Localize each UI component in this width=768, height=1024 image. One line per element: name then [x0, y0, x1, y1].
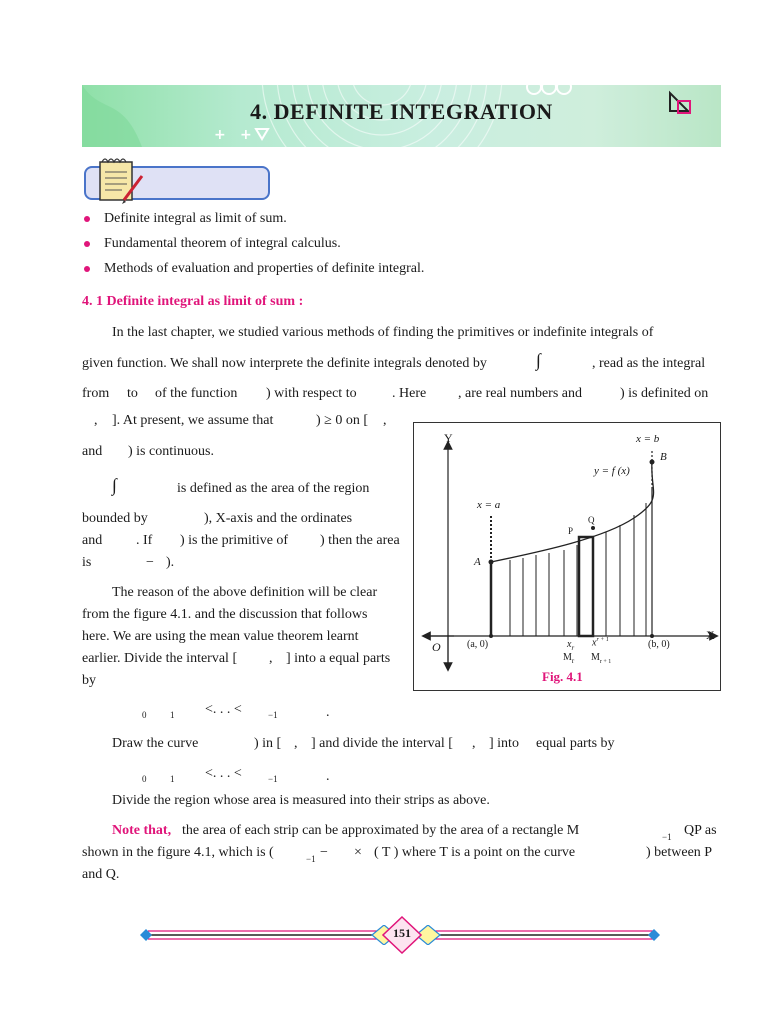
- body-text: −: [146, 555, 154, 570]
- body-text: In the last chapter, we studied various methods of finding the primitives or indefinite integrals of: [112, 325, 654, 340]
- objective-item: Definite integral as limit of sum.: [104, 211, 287, 226]
- body-text: QP as: [684, 823, 717, 838]
- note-label: Note that,: [112, 823, 172, 838]
- label-p: P: [568, 526, 574, 536]
- subscript: 0: [142, 710, 147, 720]
- body-text: earlier. Divide the interval [: [82, 651, 238, 666]
- chapter-banner: [82, 85, 721, 147]
- body-text: equal parts by: [536, 736, 615, 751]
- body-text: ) with respect to: [266, 386, 357, 401]
- body-text: Draw the curve: [112, 736, 199, 751]
- body-text: ) between P: [646, 845, 713, 860]
- body-text: ) in [: [254, 736, 282, 751]
- body-text: is defined as the area of the region: [177, 481, 370, 496]
- body-text: ,: [472, 736, 476, 751]
- page-number: 151: [393, 926, 411, 940]
- geometry-logo-icon: [666, 89, 694, 117]
- chapter-title: 4. DEFINITE INTEGRATION: [250, 99, 553, 124]
- subscript: 1: [170, 710, 175, 720]
- body-text: , are real numbers and: [458, 386, 582, 401]
- subscript: −1: [268, 710, 278, 720]
- body-text: given function. We shall now interprete the definite integrals denoted by: [82, 356, 487, 371]
- notepad-icon: [96, 154, 148, 206]
- body-text: ] into a equal parts: [286, 651, 391, 666]
- body-text: shown in the figure 4.1, which is (: [82, 845, 274, 860]
- objective-item: Fundamental theorem of integral calculus.: [104, 236, 341, 251]
- body-text: .: [326, 705, 330, 720]
- integral-symbol: ∫: [536, 350, 541, 370]
- label-x: X: [706, 628, 715, 642]
- bullet-icon: [84, 216, 90, 222]
- body-text: and Q.: [82, 867, 120, 882]
- label-b: B: [660, 451, 667, 463]
- body-text: ,: [294, 736, 298, 751]
- body-text: ) is the primitive of: [180, 533, 289, 548]
- body-text: . Here: [392, 386, 427, 401]
- body-text: ) is continuous.: [128, 444, 214, 459]
- plus-icon: +: [240, 127, 252, 143]
- body-text: ,: [94, 413, 98, 428]
- subscript: −1: [306, 854, 316, 864]
- subscript: 1: [170, 774, 175, 784]
- label-xr: $x_r$: [567, 639, 575, 652]
- section-heading: 4. 1 Definite integral as limit of sum :: [82, 294, 304, 309]
- body-text: is: [82, 555, 92, 570]
- body-text: from the figure 4.1. and the discussion that follows: [82, 607, 368, 622]
- body-text: <. . . <: [205, 766, 242, 781]
- body-text: <. . . <: [205, 702, 242, 717]
- label-b0: (b, 0): [648, 639, 670, 650]
- label-curve: y = f (x): [594, 465, 630, 477]
- body-text: ,: [383, 413, 387, 428]
- body-text: ] and divide the interval [: [311, 736, 453, 751]
- body-text: ) ≥ 0 on [: [316, 413, 369, 428]
- label-xr1: $x^{r + 1}$: [592, 637, 609, 649]
- body-text: . If: [136, 533, 153, 548]
- label-q: Q: [588, 515, 595, 525]
- body-text: and: [82, 444, 103, 459]
- label-x-eq-a: x = a: [477, 499, 501, 511]
- body-text: Divide the region whose area is measured into their strips as above.: [112, 793, 490, 808]
- body-text: by: [82, 673, 96, 688]
- subscript: −1: [268, 774, 278, 784]
- label-a-point: A: [474, 556, 481, 568]
- body-text: bounded by: [82, 511, 148, 526]
- body-text: and: [82, 533, 103, 548]
- label-y: Y: [444, 431, 453, 445]
- body-text: ) then the area: [320, 533, 400, 548]
- body-text: ( T ) where T is a point on the curve: [374, 845, 576, 860]
- subscript: −1: [662, 832, 672, 842]
- body-text: from: [82, 386, 110, 401]
- label-mr1: $M_{r + 1}$: [591, 652, 612, 665]
- body-text: ), X-axis and the ordinates: [204, 511, 353, 526]
- bullet-icon: [84, 241, 90, 247]
- body-text: The reason of the above definition will be clear: [112, 585, 378, 600]
- body-text: ).: [166, 555, 175, 570]
- integral-symbol: ∫: [112, 475, 117, 495]
- body-text: −: [320, 845, 328, 860]
- label-x-eq-b: x = b: [636, 433, 660, 445]
- body-text: .: [326, 769, 330, 784]
- body-text: the area of each strip can be approximated by the area of a rectangle M: [182, 823, 580, 838]
- figure-4-1: [413, 422, 721, 691]
- body-text: of the function: [155, 386, 238, 401]
- body-text: ]. At present, we assume that: [112, 413, 274, 428]
- label-origin: O: [432, 640, 441, 654]
- body-text: , read as the integral: [592, 356, 706, 371]
- plus-icon: +: [214, 127, 226, 143]
- figure-caption: Fig. 4.1: [542, 669, 583, 684]
- body-text: ×: [354, 845, 362, 860]
- approximating-rectangle: [579, 537, 593, 636]
- body-text: ,: [269, 651, 273, 666]
- subscript: 0: [142, 774, 147, 784]
- bullet-icon: [84, 266, 90, 272]
- body-text: ) is definited on: [620, 386, 709, 401]
- objective-item: Methods of evaluation and properties of definite integral.: [104, 261, 425, 276]
- label-a0: (a, 0): [467, 639, 489, 650]
- body-text: ] into: [489, 736, 519, 751]
- body-text: here. We are using the mean value theorem learnt: [82, 629, 359, 644]
- body-text: to: [127, 386, 138, 401]
- label-mr: $M_r$: [563, 652, 575, 665]
